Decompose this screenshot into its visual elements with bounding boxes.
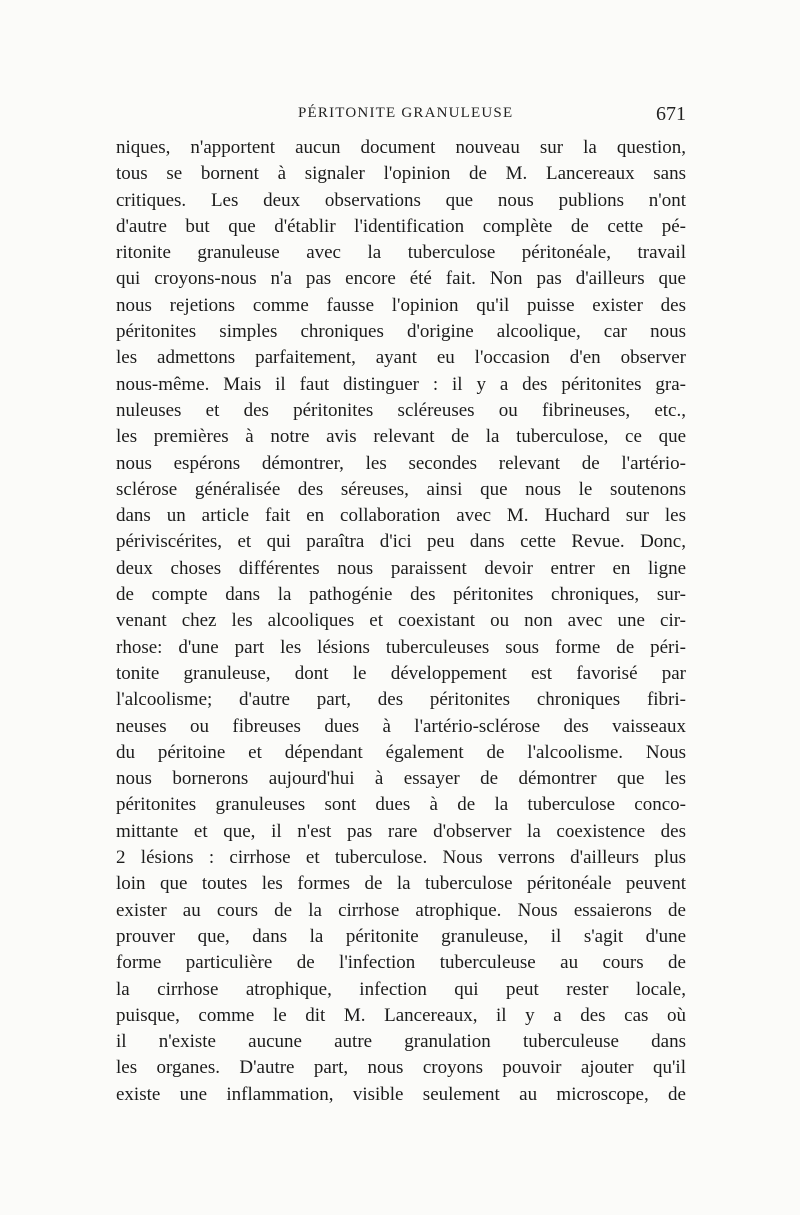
text-line: nous rejetions comme fausse l'opinion qu'il puisse exister des: [116, 294, 686, 316]
text-line: la cirrhose atrophique, infection qui peut rester locale,: [116, 978, 686, 1000]
running-title: PÉRITONITE GRANULEUSE: [298, 105, 514, 121]
text-line: nous-même. Mais il faut distinguer : il y a des péritonites gra-: [116, 373, 686, 395]
text-line: existe une inflammation, visible seulement au microscope, de: [116, 1083, 686, 1105]
text-line: ritonite granuleuse avec la tuberculose péritonéale, travail: [116, 242, 686, 264]
text-line: il n'existe aucune autre granulation tuberculeuse dans: [116, 1031, 686, 1053]
text-line: deux choses différentes nous paraissent devoir entrer en ligne: [116, 557, 686, 579]
text-line: qui croyons-nous n'a pas encore été fait. Non pas d'ailleurs que: [116, 268, 686, 290]
text-line: dans un article fait en collaboration avec M. Huchard sur les: [116, 505, 686, 527]
text-line: exister au cours de la cirrhose atrophique. Nous essaierons de: [116, 899, 686, 921]
text-line: neuses ou fibreuses dues à l'artério-sclérose des vaisseaux: [116, 715, 686, 737]
text-line: sclérose généralisée des séreuses, ainsi que nous le soutenons: [116, 478, 686, 500]
text-line: prouver que, dans la péritonite granuleuse, il s'agit d'une: [116, 925, 686, 947]
text-line: nuleuses et des péritonites scléreuses ou fibrineuses, etc.,: [116, 399, 686, 421]
text-line: niques, n'apportent aucun document nouveau sur la question,: [116, 137, 686, 158]
text-line: les organes. D'autre part, nous croyons pouvoir ajouter qu'il: [116, 1057, 686, 1079]
page-header: [116, 103, 686, 127]
text-line: nous espérons démontrer, les secondes relevant de l'artério-: [116, 452, 686, 474]
text-line: critiques. Les deux observations que nous publions n'ont: [116, 189, 686, 211]
text-line: d'autre but que d'établir l'identification complète de cette pé-: [116, 215, 686, 237]
text-line: péritonites simples chroniques d'origine alcoolique, car nous: [116, 321, 686, 343]
text-line: nous bornerons aujourd'hui à essayer de démontrer que les: [116, 768, 686, 790]
text-line: puisque, comme le dit M. Lancereaux, il y a des cas où: [116, 1004, 686, 1026]
text-line: tous se bornent à signaler l'opinion de M. Lancereaux sans: [116, 163, 686, 185]
text-line: forme particulière de l'infection tuberculeuse au cours de: [116, 952, 686, 974]
text-line: l'alcoolisme; d'autre part, des péritonites chroniques fibri-: [116, 689, 686, 711]
text-line: de compte dans la pathogénie des péritonites chroniques, sur-: [116, 584, 686, 606]
body-text: [116, 135, 686, 1108]
text-line: les admettons parfaitement, ayant eu l'occasion d'en observer: [116, 347, 686, 369]
text-line: périviscérites, et qui paraîtra d'ici peu dans cette Revue. Donc,: [116, 531, 686, 553]
text-line: les premières à notre avis relevant de la tuberculose, ce que: [116, 426, 686, 448]
text-line: tonite granuleuse, dont le développement est favorisé par: [116, 662, 686, 684]
page-number: 671: [656, 103, 686, 125]
text-line: rhose: d'une part les lésions tuberculeuses sous forme de péri-: [116, 636, 686, 658]
text-line: venant chez les alcooliques et coexistant ou non avec une cir-: [116, 610, 686, 632]
text-line: 2 lésions : cirrhose et tuberculose. Nous verrons d'ailleurs plus: [116, 847, 686, 869]
text-line: mittante et que, il n'est pas rare d'observer la coexistence des: [116, 820, 686, 842]
text-line: du péritoine et dépendant également de l'alcoolisme. Nous: [116, 741, 686, 763]
text-line: péritonites granuleuses sont dues à de la tuberculose conco-: [116, 794, 686, 816]
text-line: loin que toutes les formes de la tuberculose péritonéale peuvent: [116, 873, 686, 895]
